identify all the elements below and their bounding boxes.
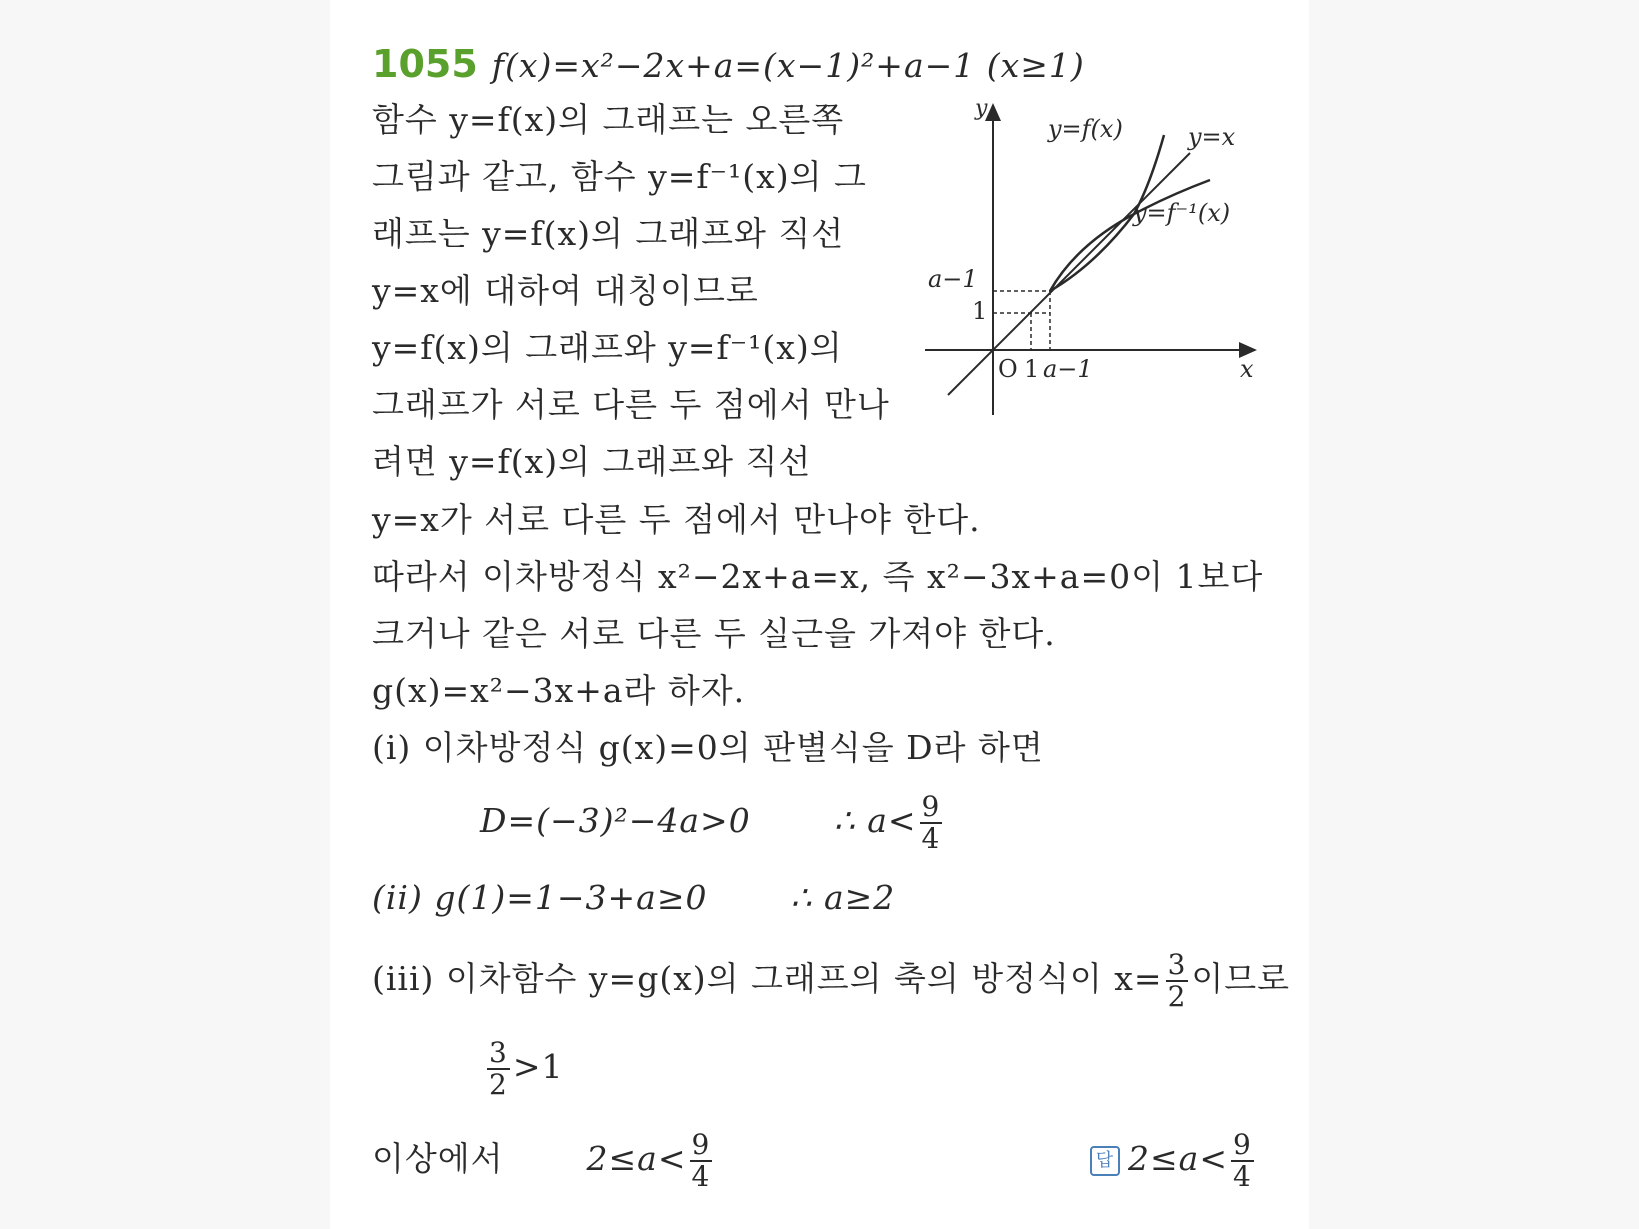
fraction-3-2: $\frac{3}{2}$	[1167, 948, 1187, 1013]
text-line: 려면 y=f(x)의 그래프와 직선	[372, 442, 812, 481]
text-line: 래프는 y=f(x)의 그래프와 직선	[372, 214, 845, 253]
fraction-9-4: $\frac{9}{4}$	[921, 790, 941, 855]
fraction-9-4: $\frac{9}{4}$	[1232, 1128, 1252, 1193]
function-graph	[900, 95, 1300, 425]
tick-a-minus-1-y: a−1	[928, 265, 978, 293]
label-f: y=f(x)	[1048, 115, 1123, 143]
condition-ii-result: ∴ a≥2	[790, 878, 896, 917]
conclusion-prefix: 이상에서	[372, 1139, 504, 1178]
text-line: (i) 이차방정식 g(x)=0의 판별식을 D라 하면	[372, 728, 1044, 767]
problem-header	[372, 44, 1085, 86]
tick-1-y: 1	[972, 297, 988, 325]
discriminant-result: ∴ a<	[833, 801, 917, 840]
label-f-inverse: y=f⁻¹(x)	[1133, 199, 1231, 227]
text-line: g(x)=x²−3x+a라 하자.	[372, 671, 746, 710]
text-line: 크거나 같은 서로 다른 두 실근을 가져야 한다.	[372, 614, 1056, 653]
condition-ii-line	[372, 878, 895, 918]
text-line: y=f(x)의 그래프와 y=f⁻¹(x)의	[372, 328, 843, 367]
fraction-3-2: $\frac{3}{2}$	[489, 1036, 508, 1101]
right-margin	[1309, 0, 1639, 1229]
y-axis-label: y	[975, 96, 988, 121]
problem-number: 1055	[372, 42, 478, 86]
fraction-9-4: $\frac{9}{4}$	[691, 1128, 711, 1193]
header-equation: f(x)=x²−2x+a=(x−1)²+a−1 (x≥1)	[491, 46, 1085, 85]
axis-compare: >1	[512, 1047, 564, 1086]
origin-label: O	[998, 355, 1018, 383]
tick-1-x: 1	[1024, 355, 1040, 383]
conclusion-line	[372, 1130, 715, 1192]
left-margin	[0, 0, 330, 1229]
tick-a-minus-1-x: a−1	[1043, 355, 1093, 383]
axis-compare-line	[484, 1038, 563, 1100]
text-line: y=x에 대하여 대칭이므로	[372, 271, 759, 310]
x-axis-label: x	[1240, 355, 1254, 383]
discriminant-equation: D=(−3)²−4a>0	[480, 801, 751, 840]
text-line: 그림과 같고, 함수 y=f⁻¹(x)의 그	[372, 157, 867, 196]
answer-icon: 답	[1090, 1146, 1120, 1176]
condition-iii-text: (iii) 이차함수 y=g(x)의 그래프의 축의 방정식이 x=	[372, 959, 1163, 998]
text-line: 따라서 이차방정식 x²−2x+a=x, 즉 x²−3x+a=0이 1보다	[372, 557, 1264, 596]
conclusion-value: 2≤a<	[586, 1139, 687, 1178]
text-line: 함수 y=f(x)의 그래프는 오른쪽	[372, 100, 845, 139]
answer-value: 2≤a<	[1128, 1139, 1228, 1178]
discriminant-line	[480, 792, 945, 854]
text-line: 그래프가 서로 다른 두 점에서 만나	[372, 385, 890, 424]
text-line: y=x가 서로 다른 두 점에서 만나야 한다.	[372, 500, 981, 539]
condition-ii: (ii) g(1)=1−3+a≥0	[372, 878, 708, 917]
label-y-equals-x: y=x	[1188, 123, 1236, 151]
answer-line	[1090, 1130, 1257, 1192]
condition-iii-suffix: 이므로	[1191, 959, 1291, 998]
condition-iii-line	[372, 950, 1290, 1012]
